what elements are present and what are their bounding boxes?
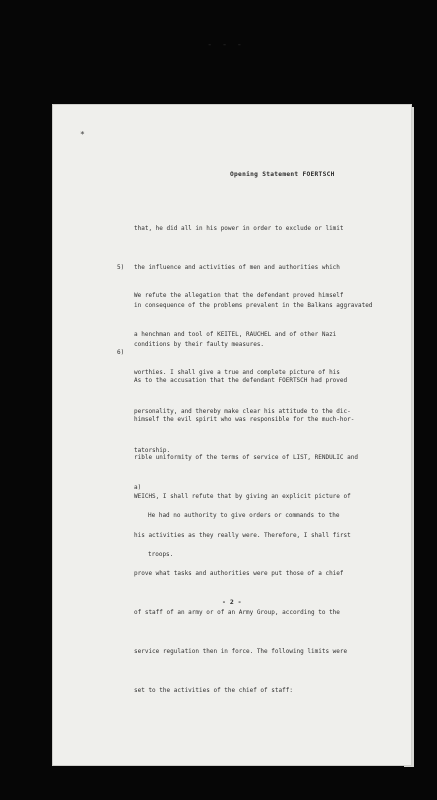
text-line: conditions by their faulty measures. (134, 340, 265, 348)
text-line: that, he did all in his power in order to exclude or limit (134, 224, 344, 232)
text-line: troops. (148, 550, 174, 558)
text-line: his activities as they really were. Therefore, I shall first (134, 531, 351, 539)
top-page-mark: - - - (207, 40, 245, 50)
text-line: prove what tasks and authorities were put those of a chief (134, 570, 344, 578)
item-number: 5) (117, 264, 125, 271)
text-line: a henchman and tool of KEITEL, RAUCHEL and of other Nazi (134, 330, 337, 338)
text-line: rible uniformity of the terms of service of LIST, RENDULIC and (134, 454, 358, 462)
page-number: - 2 - (222, 598, 242, 606)
text-line: the influence and activities of men and authorities which (134, 263, 340, 271)
page-heading: Opening Statement FOERTSCH (230, 171, 335, 178)
text-line: WEICHS, I shall refute that by giving an explicit picture of (134, 492, 351, 500)
text-line: himself the evil spirit who was responsible for the much-hor- (134, 415, 355, 423)
text-line: tatorship. (134, 446, 171, 454)
text-line: of staff of an army or of an Army Group, according to the (134, 609, 340, 617)
text-line: personality, and thereby make clear his attitude to the dic- (134, 407, 351, 415)
text-line: He had no authority to give orders or commands to the (148, 511, 340, 519)
text-line: service regulation then in force. The following limits were (134, 647, 348, 655)
margin-mark: * (80, 130, 85, 139)
text-line: worthies. I shall give a true and complete picture of his (134, 369, 340, 377)
sub-item-paragraph-a (148, 484, 339, 574)
text-line: set to the activities of the chief of staff: (134, 686, 293, 694)
text-line: As to the accusation that the defendant FOERTSCH had proved (134, 376, 348, 384)
sub-item-letter: a) (134, 484, 142, 491)
text-line: We refute the allegation that the defendant proved himself (134, 291, 344, 299)
text-line: in consequence of the problems prevalent in the Balkans aggravated (134, 302, 373, 310)
item-number: 6) (117, 349, 125, 356)
